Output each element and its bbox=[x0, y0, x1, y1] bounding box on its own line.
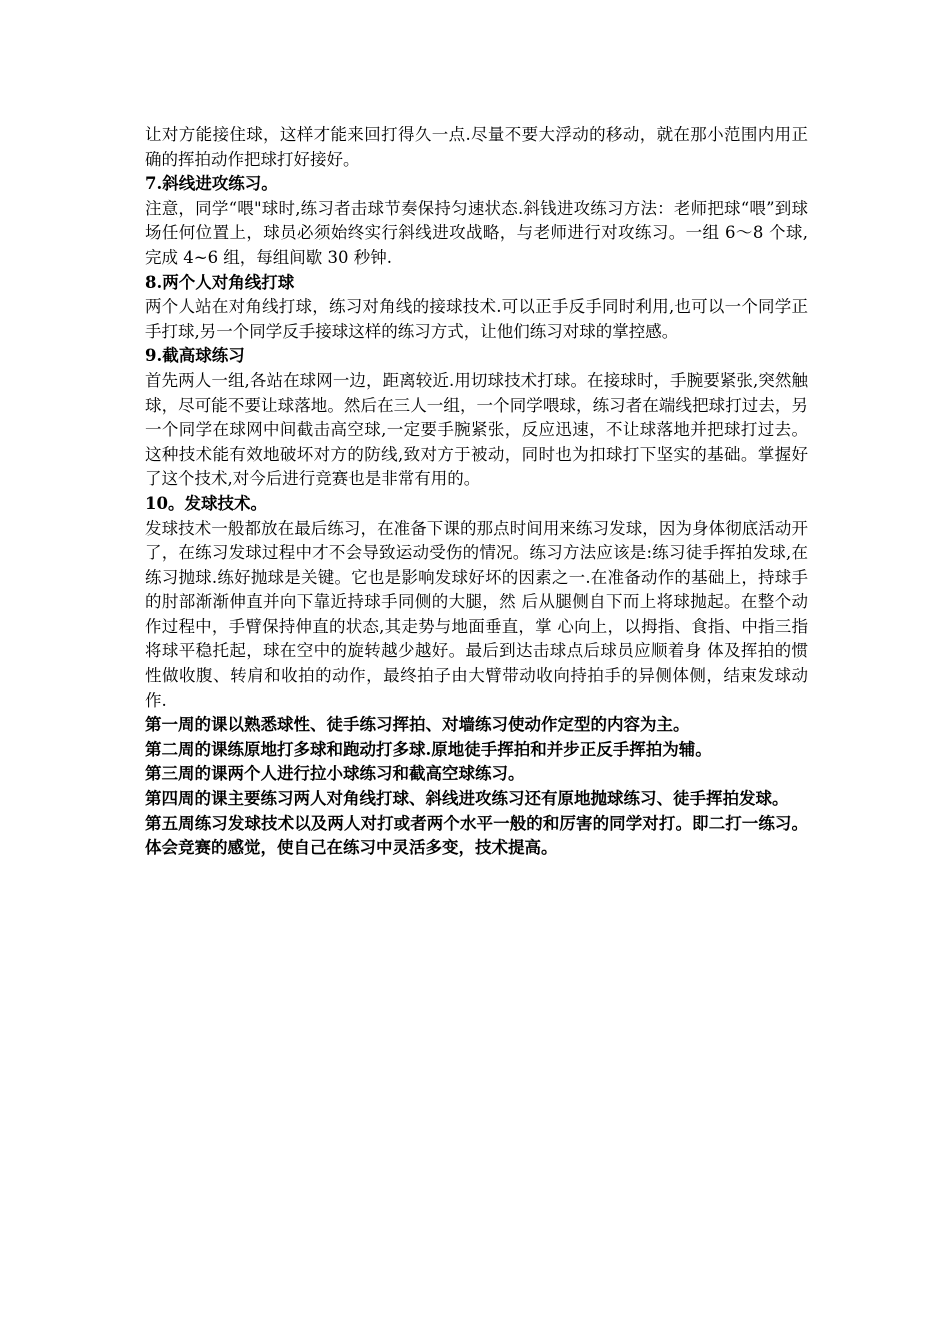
week-plan-4: 第四周的课主要练习两人对角线打球、斜线进攻练习还有原地抛球练习、徒手挥拍发球。 bbox=[145, 789, 789, 809]
week-plan-3: 第三周的课两个人进行拉小球练习和截高空球练习。 bbox=[145, 764, 525, 784]
section-heading-10: 10。发球技术。 bbox=[145, 493, 267, 513]
section-body-9: 首先两人一组,各站在球网一边，距离较近.用切球技术打球。在接球时，手腕要紧张,突然触球，尽可能不要让球落地。然后在三人一组，一个同学喂球，练习者在端线把球打过去，另一个同学在球网中间截击高空球,一定要手腕紧张，反应迅速，不让球落地并把球打过去。这种技术能有效地破坏对方的防线,致对方于被动，同时也为扣球打下坚实的基础。掌握好了这个技术,对今后进行竞赛也是非常有用的。 bbox=[145, 370, 808, 489]
section-body-10: 发球技术一般都放在最后练习，在准备下课的那点时间用来练习发球，因为身体彻底活动开了，在练习发球过程中才不会导致运动受伤的情况。练习方法应该是:练习徒手挥拍发球,在练习抛球.练好抛球是关键。它也是影响发球好坏的因素之一.在准备动作的基础上，持球手的肘部渐渐伸直并向下靠近持球手同侧的大腿，然 后从腿侧自下而上将球抛起。在整个动作过程中，手臂保持伸直的状态,其走势与地面垂直，掌 心向上，以拇指、食指、中指三指将球平稳托起，球在空中的旋转越少越好。最后到达击球点后球员应顺着身 体及挥拍的惯性做收腹、转肩和收拍的动作，最终拍子由大臂带动收向持拍手的异侧体侧，结束发球动作. bbox=[145, 518, 808, 710]
section-body-8: 两个人站在对角线打球，练习对角线的接球技术.可以正手反手同时利用,也可以一个同学正手打球,另一个同学反手接球这样的练习方式，让他们练习对球的掌控感。 bbox=[145, 297, 808, 341]
section-body-7: 注意，同学“喂"球时,练习者击球节奏保持匀速状态.斜钱进攻练习方法：老师把球“喂”到球场任何位置上，球员必须始终实行斜线进攻战略，与老师进行对攻练习。一组 6～8 个球,完成 4~6 组，每组间歇 30 秒钟. bbox=[145, 198, 808, 267]
document-page bbox=[145, 123, 808, 861]
section-heading-8: 8.两个人对角线打球 bbox=[145, 272, 295, 292]
section-heading-7: 7.斜线进攻练习。 bbox=[145, 174, 278, 194]
week-plan-2: 第二周的课练原地打多球和跑动打多球.原地徒手挥拍和并步正反手挥拍为辅。 bbox=[145, 739, 712, 759]
section-heading-9: 9.截高球练习 bbox=[145, 346, 245, 366]
week-plan-1: 第一周的课以熟悉球性、徒手练习挥拍、对墙练习使动作定型的内容为主。 bbox=[145, 715, 690, 735]
intro-paragraph: 让对方能接住球，这样才能来回打得久一点.尽量不要大浮动的移动，就在那小范围内用正确的挥拍动作把球打好接好。 bbox=[145, 125, 808, 169]
week-plan-5: 第五周练习发球技术以及两人对打或者两个水平一般的和厉害的同学对打。即二打一练习。体会竞赛的感觉，使自己在练习中灵活多变，技术提高。 bbox=[145, 813, 808, 858]
